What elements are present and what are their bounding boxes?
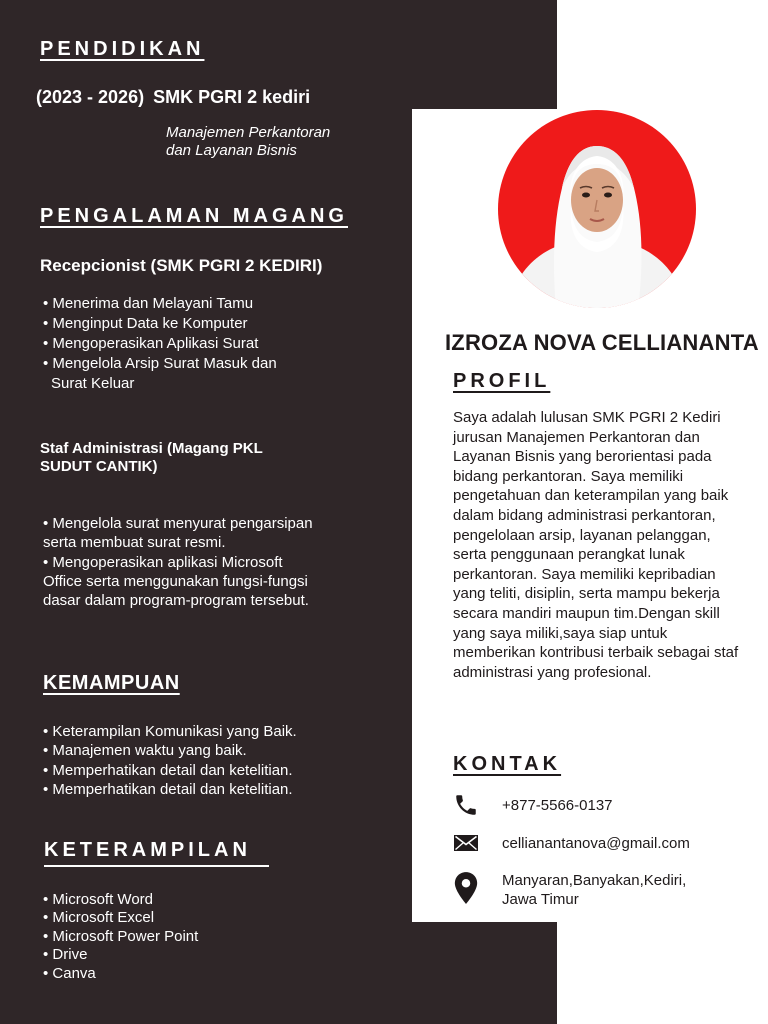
education-school: SMK PGRI 2 kediri bbox=[153, 87, 311, 107]
education-major-line: dan Layanan Bisnis bbox=[166, 142, 297, 159]
education-years: (2023 - 2026) bbox=[36, 87, 145, 107]
job1-title: Recepcionist (SMK PGRI 2 KEDIRI) bbox=[40, 256, 323, 275]
full-name: IZROZA NOVA CELLIANANTA bbox=[445, 330, 759, 355]
education-major bbox=[166, 124, 330, 160]
phone-number[interactable]: +877-5566-0137 bbox=[502, 797, 613, 814]
keterampilan-heading: KETERAMPILAN bbox=[44, 839, 269, 867]
list-item: serta membuat surat resmi. bbox=[43, 534, 226, 552]
kemampuan-heading: KEMAMPUAN bbox=[43, 672, 180, 694]
list-item: • Microsoft Power Point bbox=[43, 927, 199, 945]
list-item: Office serta menggunakan fungsi-fungsi bbox=[43, 572, 308, 590]
list-item: • Manajemen waktu yang baik. bbox=[43, 742, 247, 760]
location-pin-icon bbox=[453, 871, 479, 905]
list-item: • Memperhatikan detail dan ketelitian. bbox=[43, 780, 293, 798]
contact-address bbox=[453, 871, 686, 909]
list-item: • Keterampilan Komunikasi yang Baik. bbox=[43, 723, 297, 740]
profil-heading: PROFIL bbox=[453, 370, 551, 392]
avatar-illustration bbox=[498, 110, 696, 308]
kontak-heading: KONTAK bbox=[453, 753, 562, 775]
profile-photo bbox=[498, 110, 696, 308]
list-item: Surat Keluar bbox=[51, 375, 135, 392]
skills-list bbox=[43, 722, 297, 799]
list-item: • Menerima dan Melayani Tamu bbox=[43, 295, 254, 312]
job1-duties bbox=[43, 294, 277, 394]
list-item: • Drive bbox=[43, 946, 88, 964]
list-item: • Mengelola surat menyurat pengarsipan bbox=[43, 515, 313, 532]
pendidikan-heading: PENDIDIKAN bbox=[40, 38, 205, 60]
list-item: • Mengoperasikan Aplikasi Surat bbox=[43, 335, 259, 352]
list-item: dasar dalam program-program tersebut. bbox=[43, 592, 309, 610]
list-item: • Memperhatikan detail dan ketelitian. bbox=[43, 761, 293, 779]
contact-email bbox=[453, 830, 690, 856]
phone-icon bbox=[453, 792, 479, 818]
list-item: • Mengelola Arsip Surat Masuk dan bbox=[43, 355, 277, 372]
email-address[interactable]: cellianantanova@gmail.com bbox=[502, 835, 690, 852]
job2-title bbox=[40, 440, 263, 476]
pengalaman-heading: PENGALAMAN MAGANG bbox=[40, 205, 348, 227]
mail-icon bbox=[453, 830, 479, 856]
list-item: • Canva bbox=[43, 964, 96, 982]
job2-duties bbox=[43, 514, 313, 610]
profile-summary: Saya adalah lulusan SMK PGRI 2 Kediri jurusan Manajemen Perkantoran dan Layanan Bisnis yang berorientasi pada bidang perkantoran. Saya memiliki pengetahuan dan keterampilan yang baik dalam bidang administrasi perkantoran, pengelolaan arsip, layanan pelanggan, serta penggunaan perangkat lunak perkantoran. Saya memiliki kepribadian yang teliti, disiplin, serta mampu bekerja secara mandiri maupun tim.Dengan skill yang saya miliki,saya siap untuk memberikan kontribusi terbaik sebagai staf administrasi yang profesional. bbox=[453, 409, 739, 681]
list-item: • Microsoft Word bbox=[43, 891, 153, 908]
list-item: • Mengoperasikan aplikasi Microsoft bbox=[43, 553, 283, 571]
list-item: • Microsoft Excel bbox=[43, 909, 155, 927]
list-item: • Menginput Data ke Komputer bbox=[43, 315, 248, 332]
job2-title-line: SUDUT CANTIK) bbox=[40, 458, 158, 475]
tools-list bbox=[43, 891, 198, 983]
address-line: Jawa Timur bbox=[502, 891, 579, 908]
education-major-line: Manajemen Perkantoran bbox=[166, 124, 331, 141]
job2-title-line: Staf Administrasi (Magang PKL bbox=[40, 440, 263, 457]
address-line: Manyaran,Banyakan,Kediri, bbox=[502, 872, 687, 889]
address bbox=[502, 871, 686, 909]
education-entry bbox=[36, 87, 310, 108]
contact-phone bbox=[453, 792, 613, 818]
